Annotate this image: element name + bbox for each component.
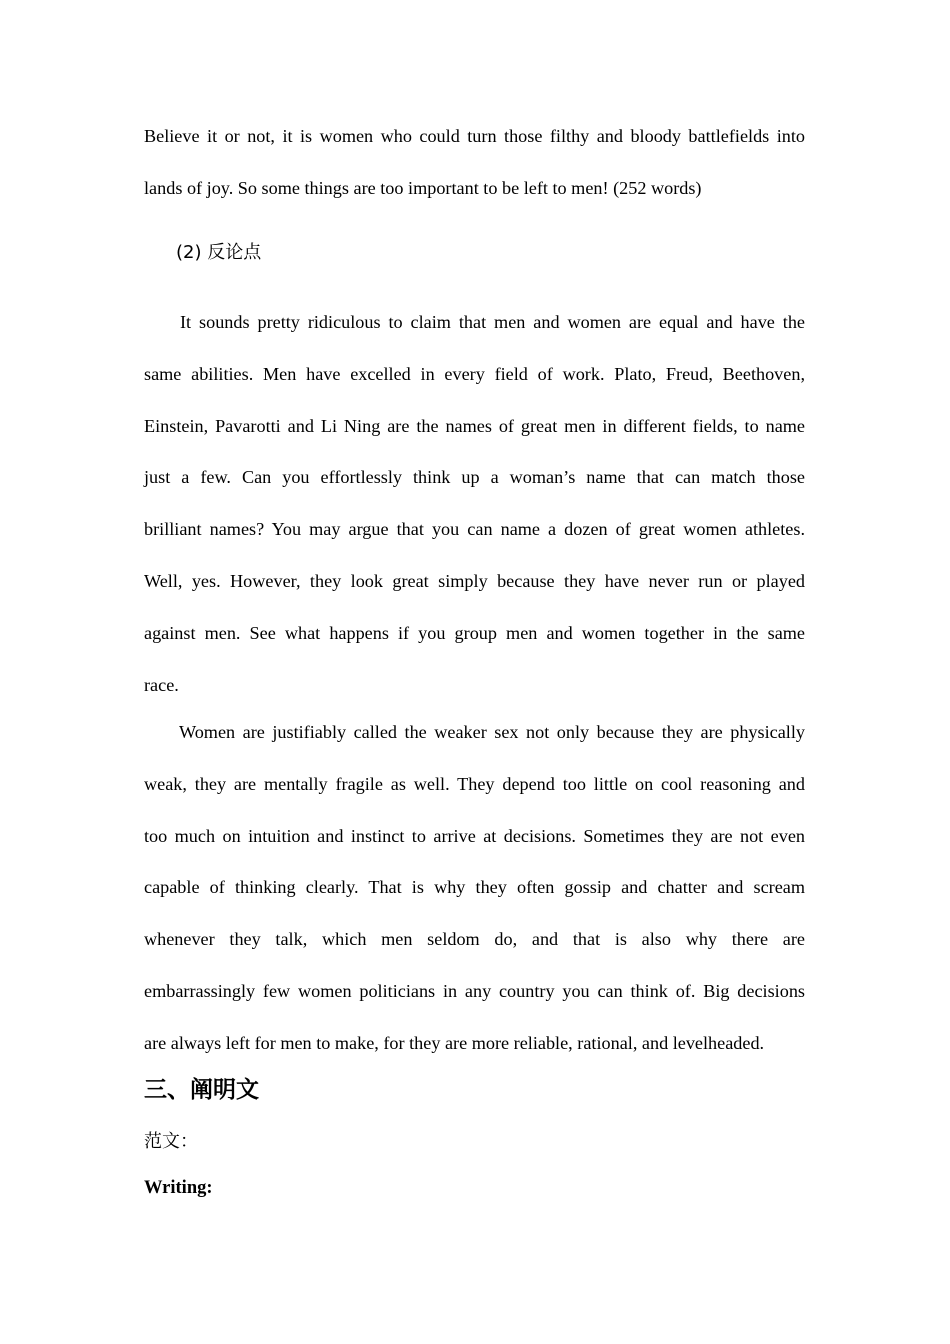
sub-heading: (2) 反论点 [176,242,262,263]
paragraph-line: Believe it or not, it is women who could turn those filthy and bloody battlefields into [144,126,805,146]
paragraph-line: same abilities. Men have excelled in every field of work. Plato, Freud, Beethoven, [144,363,805,384]
paragraph-line: lands of joy. So some things are too important to be left to men! (252 words) [144,177,702,198]
paragraph-line: weak, they are mentally fragile as well. They depend too little on cool reasoning and [144,773,805,794]
paragraph-line: Women are justifiably called the weaker sex not only because they are physically [179,722,805,742]
paragraph-line: are always left for men to make, for they are more reliable, rational, and levelheaded. [144,1032,765,1053]
sample-label: 范文： [144,1131,198,1152]
paragraph-line: Well, yes. However, they look great simply because they have never run or played [144,570,805,591]
section-heading: 三、阐明文 [144,1077,259,1103]
paragraph-line: It sounds pretty ridiculous to claim that men and women are equal and have the [180,312,805,332]
paragraph-line: against men. See what happens if you group men and women together in the same [144,622,805,643]
paragraph-2 [144,297,805,711]
paragraph-1 [144,111,805,215]
paragraph-line: too much on intuition and instinct to arrive at decisions. Sometimes they are not even [144,825,805,846]
paragraph-line: capable of thinking clearly. That is why they often gossip and chatter and scream [144,877,805,898]
paragraph-line: whenever they talk, which men seldom do, and that is also why there are [144,929,805,950]
writing-label: Writing: [144,1178,213,1198]
paragraph-line: Einstein, Pavarotti and Li Ning are the names of great men in different fields, to name [144,415,805,436]
paragraph-line: race. [144,674,179,695]
paragraph-line: just a few. Can you effortlessly think up a woman’s name that can match those [144,467,805,488]
paragraph-3 [144,707,805,1070]
paragraph-line: brilliant names? You may argue that you can name a dozen of great women athletes. [144,519,805,540]
paragraph-line: embarrassingly few women politicians in any country you can think of. Big decisions [144,980,805,1001]
